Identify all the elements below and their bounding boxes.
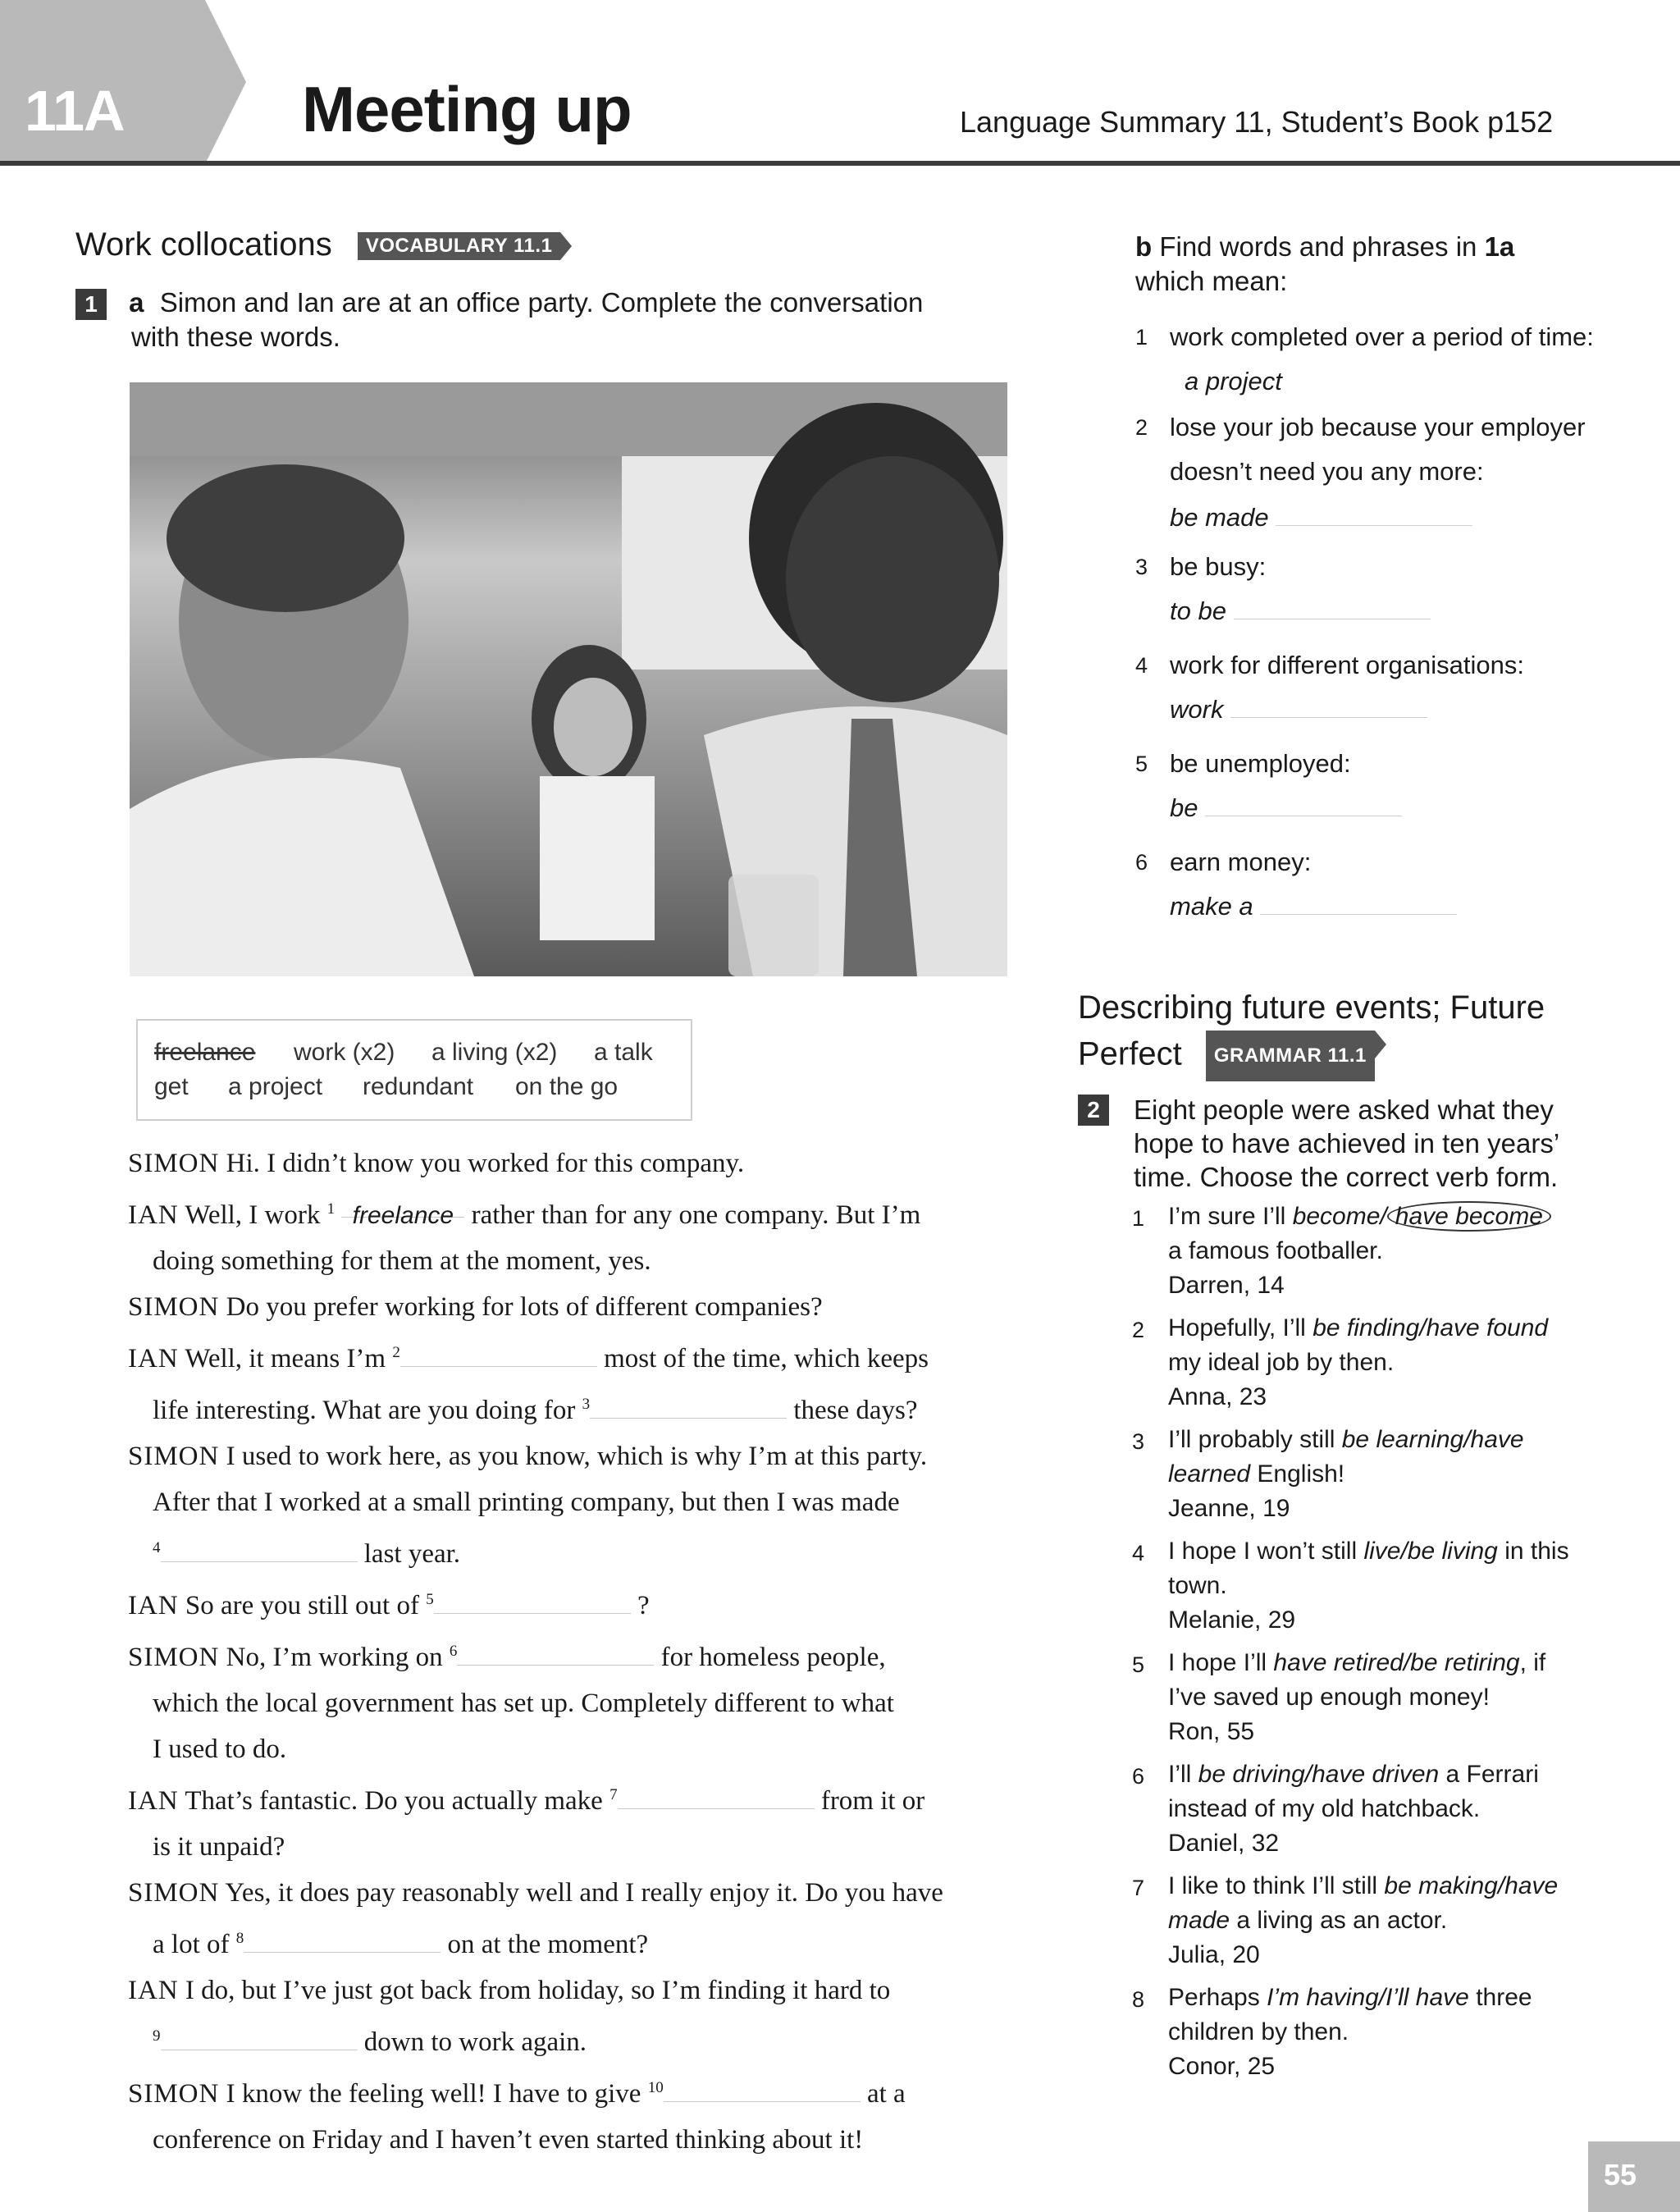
header-rule: [0, 161, 1680, 166]
speaker-label: SIMON: [128, 1149, 220, 1178]
answer-prefix: be: [1170, 793, 1198, 822]
sentence-text: town.: [1168, 1572, 1227, 1599]
dialogue-text: down to work again.: [363, 2027, 587, 2057]
grammar-item: [1132, 1869, 1657, 1981]
item-number: 6: [1132, 1764, 1145, 1789]
word-item: a project: [228, 1073, 323, 1100]
sentence-text: in this: [1497, 1538, 1569, 1565]
header-band: [0, 0, 1680, 164]
item-answer-line[interactable]: [1170, 791, 1402, 825]
item-answer-line[interactable]: [1170, 500, 1472, 535]
dialogue-text: Well, it means I’m: [185, 1344, 386, 1373]
sentence-text: English!: [1250, 1460, 1345, 1488]
instruction-line: time. Choose the correct verb form.: [1134, 1162, 1559, 1192]
part-b-item: [1135, 845, 1644, 944]
dialogue-line-continued: [128, 1916, 1014, 1967]
office-party-photo: [130, 382, 1007, 976]
word-crossed-freelance: freelance: [154, 1039, 256, 1066]
sentence-text: a Ferrari: [1439, 1761, 1539, 1788]
speaker-name-age: Jeanne, 19: [1168, 1495, 1290, 1522]
item-prompt: be busy:: [1170, 552, 1267, 581]
dialogue-line: [128, 1433, 1014, 1479]
dialogue-text: from it or: [820, 1786, 925, 1816]
grammar-item: [1132, 1981, 1657, 2092]
vocabulary-section-title: [75, 226, 560, 263]
item-prompt: doesn’t need you any more:: [1170, 457, 1484, 486]
answer-gap[interactable]: [1260, 889, 1457, 915]
dialogue-line: [128, 1284, 1014, 1330]
sentence-text: I hope I’ll: [1168, 1649, 1274, 1676]
speaker-name-age: Daniel, 32: [1168, 1830, 1280, 1857]
grammar-title-line2: Perfect: [1078, 1035, 1182, 1072]
answer-gap[interactable]: [1234, 594, 1431, 619]
part-b-item: [1135, 550, 1644, 648]
grammar-item: [1132, 1534, 1657, 1646]
gap-number: 4: [153, 1539, 161, 1556]
grammar-title-line1: Describing future events; Future: [1078, 989, 1545, 1026]
vocabulary-title-text: Work collocations: [75, 226, 332, 263]
exercise-2-number: 2: [1078, 1095, 1109, 1126]
dialogue-text: Do you prefer working for lots of different companies?: [226, 1292, 823, 1322]
gap-6[interactable]: [457, 1640, 654, 1666]
dialogue-line: [128, 1577, 1014, 1629]
verb-option[interactable]: be finding/have found: [1312, 1314, 1549, 1341]
word-item: a living (x2): [431, 1039, 558, 1066]
gap-3[interactable]: [590, 1393, 787, 1419]
item-answer-line[interactable]: [1185, 364, 1282, 399]
speaker-label: IAN: [128, 1976, 179, 2005]
instruction-line: Eight people were asked what they: [1134, 1095, 1554, 1125]
sentence-text: I like to think I’ll still: [1168, 1872, 1385, 1899]
dialogue-text: Well, I work: [185, 1200, 321, 1230]
answer-prefix: work: [1170, 695, 1224, 724]
grammar-item: [1132, 1423, 1657, 1534]
speaker-name-age: Melanie, 29: [1168, 1606, 1296, 1634]
gap-10[interactable]: [664, 2077, 861, 2102]
word-item: get: [154, 1073, 189, 1100]
item-answer-line[interactable]: [1170, 594, 1431, 628]
part-b-instruction-line2: which mean:: [1135, 266, 1288, 296]
dialogue-line: [128, 1772, 1014, 1824]
item-number: 2: [1135, 415, 1148, 440]
answer-gap[interactable]: [1230, 692, 1427, 718]
gap-number: 3: [582, 1396, 591, 1413]
word-item: redundant: [363, 1073, 474, 1100]
item-number: 3: [1135, 555, 1148, 579]
part-a-letter: a: [129, 287, 144, 318]
dialogue-line: [128, 1330, 1014, 1382]
gap-1-answer[interactable]: [341, 1192, 464, 1229]
item-number: 8: [1132, 1987, 1145, 2012]
part-b-item: [1135, 320, 1644, 410]
dialogue-text: So are you still out of: [185, 1591, 419, 1620]
part-b-item: [1135, 410, 1644, 550]
dialogue-text: last year.: [363, 1539, 461, 1569]
answer-prefix: make a: [1170, 892, 1253, 921]
page-title: Meeting up: [302, 73, 632, 145]
dialogue-text: That’s fantastic. Do you actually make: [185, 1786, 603, 1816]
language-summary-reference: Language Summary 11, Student’s Book p152: [960, 105, 1554, 139]
instruction-line: hope to have achieved in ten years’: [1134, 1128, 1560, 1159]
vocabulary-tag: VOCABULARY 11.1: [358, 232, 561, 260]
dialogue-text: I do, but I’ve just got back from holiday, so I’m finding it hard to: [185, 1976, 891, 2005]
verb-option[interactable]: become/: [1292, 1203, 1387, 1230]
item-prompt: lose your job because your employer: [1170, 413, 1586, 441]
item-number: 6: [1135, 850, 1148, 875]
part-b-instruction-line1: Find words and phrases in: [1159, 231, 1477, 262]
verb-option[interactable]: have retired/be retiring: [1273, 1649, 1520, 1676]
item-answer-line[interactable]: [1170, 692, 1427, 727]
dialogue-line: [128, 1140, 1014, 1186]
item-prompt: be unemployed:: [1170, 749, 1351, 778]
dialogue-text: rather than for any one company. But I’m: [471, 1200, 921, 1230]
speaker-label: SIMON: [128, 1442, 220, 1471]
item-number: 7: [1132, 1876, 1145, 1900]
gap-number: 10: [647, 2079, 664, 2096]
gap-9[interactable]: [161, 2025, 358, 2050]
item-number: 1: [1135, 325, 1148, 350]
dialogue-text: Yes, it does pay reasonably well and I really enjoy it. Do you have: [225, 1878, 943, 1908]
part-b-instruction: [1135, 230, 1628, 299]
sentence-text: a living as an actor.: [1230, 1907, 1448, 1934]
dialogue: [128, 1140, 1014, 2163]
answer-prefix: to be: [1170, 596, 1226, 625]
verb-option[interactable]: live/be living: [1363, 1538, 1498, 1565]
speaker-label: SIMON: [128, 2079, 220, 2109]
sentence-text: instead of my old hatchback.: [1168, 1795, 1481, 1822]
part-b-list: [1135, 320, 1644, 944]
gap-7[interactable]: [618, 1784, 815, 1809]
sentence-text: Perhaps: [1168, 1984, 1267, 2011]
word-box: [136, 1019, 692, 1121]
grammar-list: [1132, 1200, 1657, 2092]
part-b-instruction-ref: 1a: [1484, 231, 1515, 262]
answer-prefix: be made: [1170, 503, 1269, 532]
part-b-item: [1135, 747, 1644, 845]
sentence-text: I’ve saved up enough money!: [1168, 1684, 1490, 1711]
word-item: on the go: [515, 1073, 619, 1100]
page-number: 55: [1604, 2158, 1637, 2191]
dialogue-line-continued: [128, 2013, 1014, 2065]
gap-4[interactable]: [161, 1537, 358, 1562]
speaker-label: SIMON: [128, 1643, 220, 1672]
part-a-instruction-line2: with these words.: [131, 322, 340, 352]
gap-number: 5: [426, 1591, 434, 1608]
grammar-item: [1132, 1311, 1657, 1423]
gap-number: 7: [609, 1786, 618, 1803]
gap-2[interactable]: [400, 1341, 597, 1367]
grammar-item: [1132, 1200, 1657, 1311]
item-prompt: work completed over a period of time:: [1170, 322, 1594, 351]
dialogue-text: these days?: [793, 1396, 918, 1425]
item-number: 1: [1132, 1206, 1145, 1231]
dialogue-line: [128, 2065, 1014, 2117]
grammar-tag: GRAMMAR 11.1: [1206, 1031, 1375, 1081]
sentence-text: I’ll probably still: [1168, 1426, 1342, 1453]
dialogue-text: most of the time, which keeps: [604, 1344, 929, 1373]
dialogue-text: on at the moment?: [447, 1930, 649, 1959]
verb-option[interactable]: be learning/have: [1341, 1426, 1524, 1453]
sentence-text: , if: [1519, 1649, 1546, 1676]
gap-number: 6: [449, 1643, 458, 1660]
sentence-text: I hope I won’t still: [1168, 1538, 1364, 1565]
gap-number: 9: [153, 2027, 161, 2045]
gap-8[interactable]: [244, 1927, 441, 1953]
exercise-2-instruction: [1078, 1093, 1652, 1194]
dialogue-line: [128, 1186, 1014, 1238]
item-number: 4: [1135, 653, 1148, 678]
gap-5[interactable]: [434, 1588, 631, 1614]
speaker-name-age: Darren, 14: [1168, 1272, 1285, 1299]
sentence-text: three: [1468, 1984, 1532, 2011]
sentence-text: my ideal job by then.: [1168, 1349, 1395, 1376]
dialogue-line-continued: doing something for them at the moment, yes.: [153, 1246, 651, 1276]
dialogue-text: at a: [866, 2079, 906, 2109]
verb-option[interactable]: be driving/have driven: [1198, 1761, 1440, 1788]
part-a-instruction-line1: Simon and Ian are at an office party. Complete the conversation: [159, 287, 924, 318]
speaker-label: IAN: [128, 1591, 179, 1620]
gap-number: 8: [235, 1930, 244, 1947]
item-prompt: earn money:: [1170, 848, 1312, 876]
dialogue-text: I used to work here, as you know, which is why I’m at this party.: [226, 1442, 928, 1471]
speaker-name-age: Conor, 25: [1168, 2053, 1276, 2080]
dialogue-line: [128, 1629, 1014, 1680]
dialogue-line-continued: After that I worked at a small printing company, but then I was made: [153, 1488, 900, 1517]
item-number: 5: [1132, 1652, 1145, 1677]
dialogue-text: No, I’m working on: [226, 1643, 443, 1672]
sentence-text: children by then.: [1168, 2018, 1349, 2045]
speaker-name-age: Ron, 55: [1168, 1718, 1255, 1745]
dialogue-line: [128, 1967, 1014, 2013]
speaker-name-age: Anna, 23: [1168, 1383, 1267, 1410]
item-answer-line[interactable]: [1170, 889, 1457, 924]
speaker-label: IAN: [128, 1200, 179, 1230]
sentence-text: a famous footballer.: [1168, 1237, 1383, 1264]
dialogue-line: [128, 1870, 1014, 1916]
item-prompt: work for different organisations:: [1170, 651, 1524, 679]
example-answer: a project: [1185, 367, 1282, 395]
sentence-text: I’m sure I’ll: [1168, 1203, 1293, 1230]
gap-number: 2: [392, 1344, 400, 1361]
answer-gap[interactable]: [1276, 500, 1472, 526]
word-item: work (x2): [294, 1039, 395, 1066]
verb-option[interactable]: learned: [1168, 1460, 1251, 1488]
verb-option[interactable]: I’m having/I’ll have: [1267, 1984, 1469, 2011]
dialogue-text: life interesting. What are you doing for: [153, 1396, 576, 1425]
speaker-name-age: Julia, 20: [1168, 1941, 1260, 1968]
verb-option[interactable]: be making/have: [1384, 1872, 1559, 1899]
dialogue-line-continued: which the local government has set up. Completely different to what: [153, 1689, 894, 1718]
speaker-label: IAN: [128, 1786, 179, 1816]
part-b-item: [1135, 648, 1644, 747]
sentence-text: I’ll: [1168, 1761, 1198, 1788]
exercise-1a-instruction: [75, 286, 1002, 354]
speaker-label: IAN: [128, 1344, 179, 1373]
dialogue-line-continued: [128, 1382, 1014, 1433]
dialogue-line-continued: is it unpaid?: [153, 1832, 285, 1862]
item-number: 2: [1132, 1318, 1145, 1342]
speaker-label: SIMON: [128, 1878, 220, 1908]
exercise-1-number: 1: [75, 289, 107, 320]
speaker-label: SIMON: [128, 1292, 220, 1322]
item-number: 4: [1132, 1541, 1145, 1565]
grammar-section-title: [1078, 985, 1652, 1081]
dialogue-line-continued: conference on Friday and I haven’t even started thinking about it!: [153, 2125, 864, 2155]
verb-option[interactable]: made: [1168, 1907, 1230, 1934]
unit-label: 11A: [25, 79, 125, 143]
grammar-item: [1132, 1646, 1657, 1757]
part-b-letter: b: [1135, 231, 1153, 262]
dialogue-text: for homeless people,: [660, 1643, 886, 1672]
dialogue-text: Hi. I didn’t know you worked for this company.: [226, 1149, 745, 1178]
dialogue-line-continued: [128, 1525, 1014, 1577]
verb-option-circled[interactable]: have become: [1387, 1201, 1551, 1232]
answer-gap[interactable]: [1205, 791, 1402, 816]
word-item: a talk: [594, 1039, 653, 1066]
item-number: 5: [1135, 752, 1148, 776]
dialogue-text: I know the feeling well! I have to give: [226, 2079, 641, 2109]
dialogue-text: ?: [637, 1591, 650, 1620]
sentence-text: Hopefully, I’ll: [1168, 1314, 1313, 1341]
grammar-item: [1132, 1757, 1657, 1869]
example-answer: freelance: [352, 1202, 454, 1229]
item-number: 3: [1132, 1429, 1145, 1454]
gap-number: 1: [326, 1200, 336, 1218]
dialogue-line-continued: I used to do.: [153, 1734, 287, 1764]
dialogue-text: a lot of: [153, 1930, 230, 1959]
